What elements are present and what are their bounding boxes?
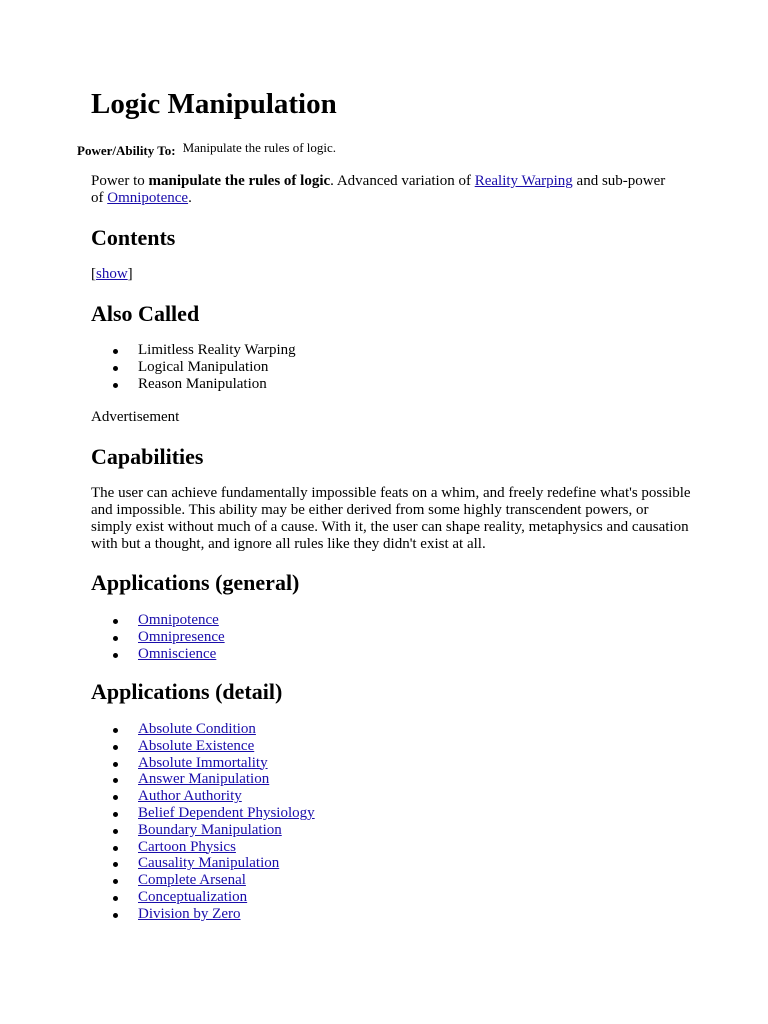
list-item [91, 612, 225, 629]
bullet-icon [113, 879, 118, 884]
power-ability-row [77, 139, 336, 157]
bullet-icon [113, 812, 118, 817]
bullet-icon [113, 728, 118, 733]
contents-heading: Contents [91, 225, 176, 250]
intro-middle2: and sub-power of [91, 173, 666, 206]
list-item [91, 839, 315, 856]
applications-detail-list [91, 721, 315, 923]
close-bracket: ] [127, 266, 133, 282]
intro-prefix: Power to [91, 173, 149, 189]
list-item [91, 721, 315, 738]
page-title: Logic Manipulation [91, 88, 337, 120]
application-link[interactable]: Absolute Existence [138, 737, 255, 754]
list-item-text: Limitless Reality Warping [138, 342, 296, 358]
bullet-icon [113, 383, 118, 388]
applications-detail-heading: Applications (detail) [91, 679, 283, 704]
contents-show-link[interactable]: show [96, 266, 128, 282]
also-called-list [91, 342, 296, 392]
list-item [91, 788, 315, 805]
list-item [91, 376, 296, 393]
capabilities-heading: Capabilities [91, 444, 204, 469]
bullet-icon [113, 366, 118, 371]
list-item [91, 822, 315, 839]
application-link[interactable]: Belief Dependent Physiology [138, 804, 315, 821]
bullet-icon [113, 829, 118, 834]
bullet-icon [113, 349, 118, 354]
intro-bold: manipulate the rules of logic [148, 173, 331, 189]
omnipresence-item-link[interactable]: Omnipresence [138, 628, 225, 645]
list-item [91, 738, 315, 755]
omniscience-item-link[interactable]: Omniscience [138, 645, 217, 662]
application-link[interactable]: Cartoon Physics [138, 838, 236, 855]
capabilities-paragraph: The user can achieve fundamentally impossible feats on a whim, and freely redefine what's possible and impossible. This ability may be either derived from some highly transcendent powers, or simply exist without much of a cause. With it, the user can shape reality, metaphysics and causation with but a thought, and ignore all rules like they didn't exist at all. [91, 485, 691, 552]
application-link[interactable]: Answer Manipulation [138, 771, 270, 788]
reality-warping-link[interactable]: Reality Warping [474, 173, 573, 189]
application-link[interactable]: Absolute Immortality [138, 754, 268, 771]
applications-general-list [91, 612, 225, 662]
bullet-icon [113, 846, 118, 851]
bullet-icon [113, 636, 118, 641]
bullet-icon [113, 619, 118, 624]
list-item [91, 755, 315, 772]
intro-middle: . Advanced variation of [330, 173, 475, 189]
bullet-icon [113, 795, 118, 800]
list-item [91, 872, 315, 889]
bullet-icon [113, 862, 118, 867]
list-item [91, 906, 315, 923]
intro-suffix: . [188, 190, 192, 206]
bullet-icon [113, 653, 118, 658]
bullet-icon [113, 778, 118, 783]
application-link[interactable]: Absolute Condition [138, 721, 256, 737]
application-link[interactable]: Boundary Manipulation [138, 821, 282, 838]
list-item-text: Reason Manipulation [138, 375, 267, 392]
list-item [91, 855, 315, 872]
application-link[interactable]: Division by Zero [138, 905, 241, 922]
also-called-heading: Also Called [91, 301, 200, 326]
application-link[interactable]: Complete Arsenal [138, 872, 246, 889]
bullet-icon [113, 913, 118, 918]
application-link[interactable]: Conceptualization [138, 888, 248, 905]
application-link[interactable]: Causality Manipulation [138, 855, 280, 872]
intro-paragraph [91, 173, 671, 207]
list-item [91, 342, 296, 359]
bullet-icon [113, 762, 118, 767]
omnipotence-link[interactable]: Omnipotence [107, 190, 189, 206]
application-link[interactable]: Author Authority [138, 788, 242, 805]
power-ability-label: Power/Ability To: [77, 143, 176, 158]
contents-toggle-row [91, 266, 133, 283]
omnipotence-item-link[interactable]: Omnipotence [138, 612, 219, 628]
power-ability-value: Manipulate the rules of logic. [182, 140, 337, 155]
list-item [91, 646, 225, 663]
advertisement-label: Advertisement [91, 409, 180, 425]
list-item-text: Logical Manipulation [138, 358, 269, 375]
list-item [91, 805, 315, 822]
bullet-icon [113, 745, 118, 750]
list-item [91, 771, 315, 788]
list-item [91, 629, 225, 646]
applications-general-heading: Applications (general) [91, 570, 300, 595]
bullet-icon [113, 896, 118, 901]
list-item [91, 359, 296, 376]
list-item [91, 889, 315, 906]
open-bracket: [ [91, 266, 96, 282]
